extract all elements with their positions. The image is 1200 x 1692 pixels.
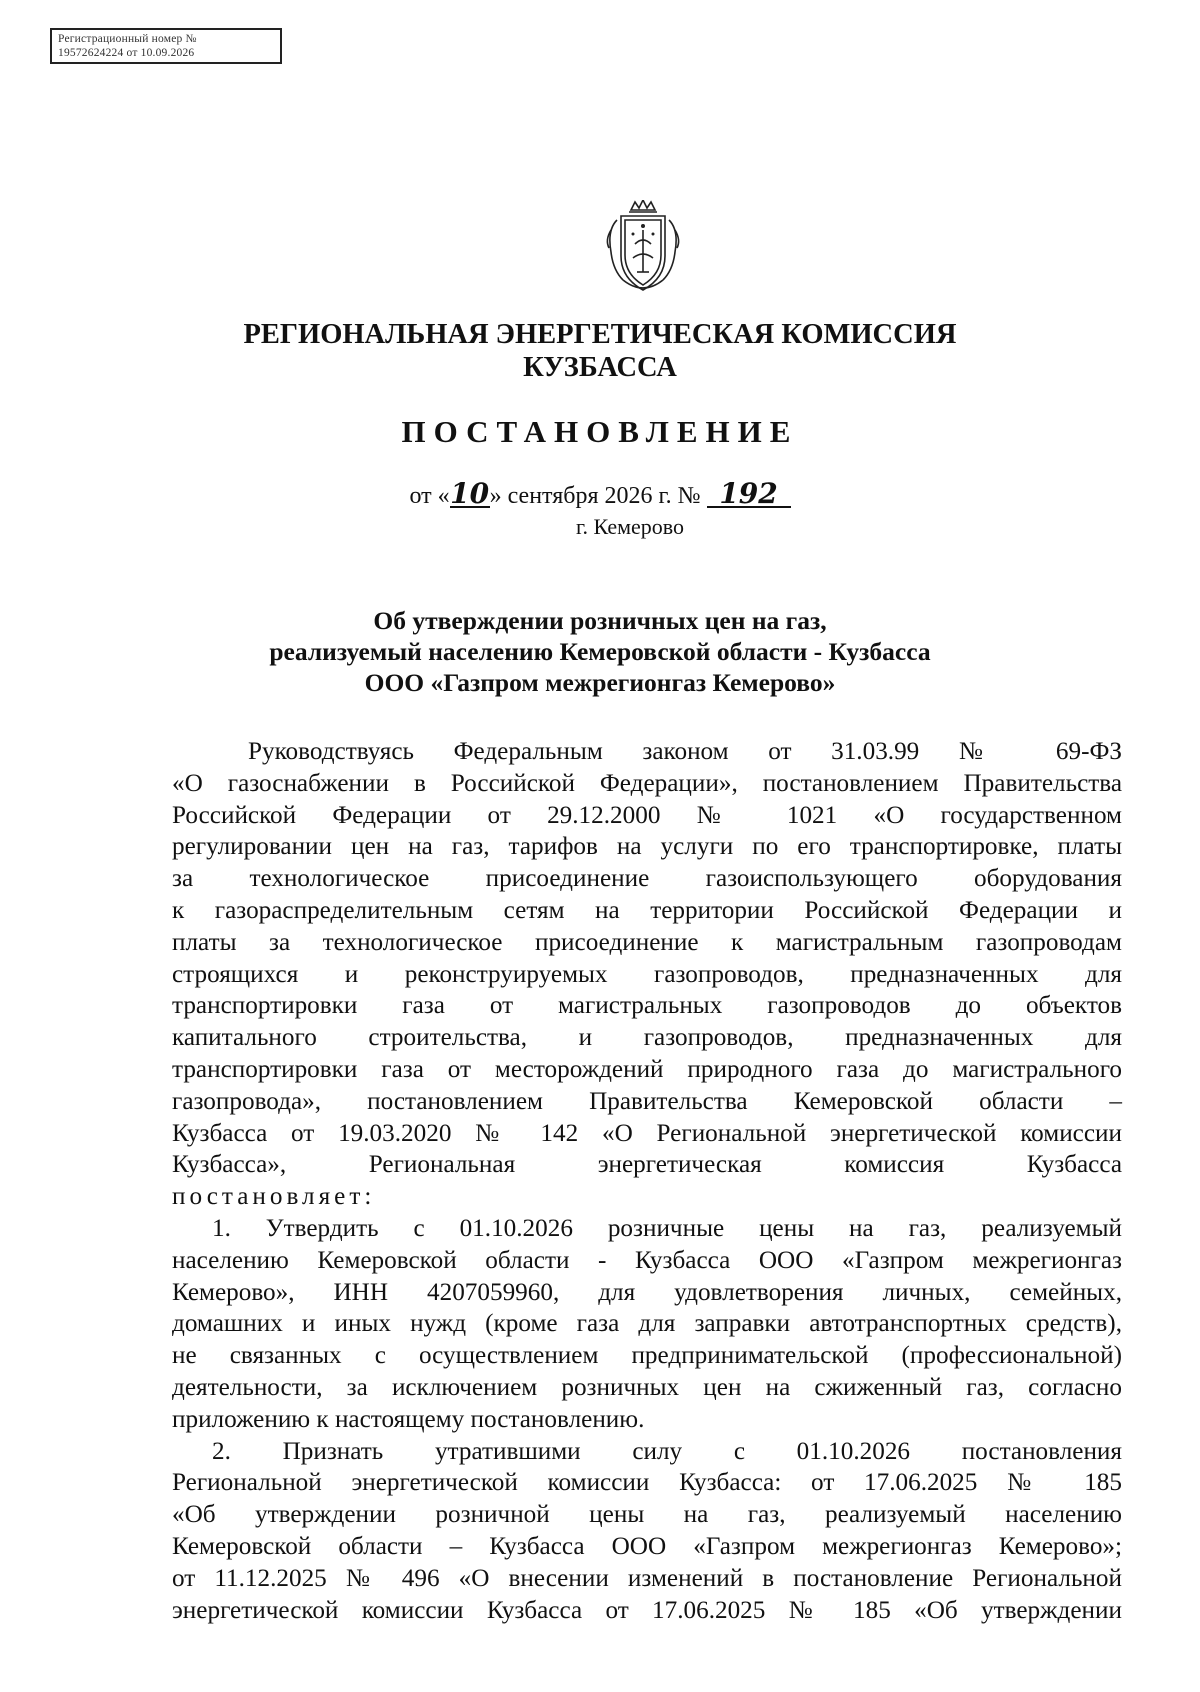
body-line: Кемерово», ИНН 4207059960, для удовлетворения личных, семейных, (172, 1278, 1122, 1306)
registration-number: 19572624224 от 10.09.2026 (58, 47, 195, 59)
body-line: капитального строительства, и газопроводов, предназначенных для (172, 1024, 1122, 1052)
body-line-resolves: постановляет: (172, 1183, 376, 1211)
body-line: транспортировки газа от магистральных газопроводов до объектов (172, 992, 1122, 1020)
body-line: энергетической комиссии Кузбасса от 17.06.2025 № 185 «Об утверждении (172, 1596, 1122, 1624)
date-prefix: от « (409, 483, 450, 509)
body-line: Российской Федерации от 29.12.2000 № 1021 «О государственном (172, 801, 1122, 829)
document-body (172, 736, 1122, 1626)
body-line: приложению к настоящему постановлению. (172, 1405, 645, 1433)
kuzbass-coat-of-arms-icon (603, 200, 683, 296)
body-line: к газораспределительным сетям на территории Российской Федерации и (172, 896, 1122, 924)
body-line: Руководствуясь Федеральным законом от 31.03.99 № 69-ФЗ (248, 738, 1122, 765)
body-line: Кузбасса от 19.03.2020 № 142 «О Региональной энергетической комиссии (172, 1119, 1122, 1147)
document-subject (0, 605, 1200, 698)
body-line: «О газоснабжении в Российской Федерации», постановлением Правительства (172, 769, 1122, 797)
subject-line1: Об утверждении розничных цен на газ, (373, 606, 827, 635)
body-line: Региональной энергетической комиссии Кузбасса: от 17.06.2025 № 185 (172, 1469, 1122, 1497)
body-line: от 11.12.2025 № 496 «О внесении изменений в постановление Региональной (172, 1564, 1122, 1592)
organization-title-line2: КУЗБАССА (523, 352, 677, 383)
body-line: Кемеровской области – Кузбасса ООО «Газпром межрегионгаз Кемерово»; (172, 1532, 1122, 1560)
registration-stamp (50, 28, 282, 64)
body-line: «Об утверждении розничной цены на газ, реализуемый населению (172, 1501, 1122, 1529)
organization-title-line1: РЕГИОНАЛЬНАЯ ЭНЕРГЕТИЧЕСКАЯ КОМИССИЯ (243, 319, 957, 350)
body-line: домашних и иных нужд (кроме газа для заправки автотранспортных средств), (172, 1310, 1122, 1338)
city-line: г. Кемерово (575, 514, 685, 539)
handwritten-document-number: 192 (707, 482, 791, 508)
handwritten-day: 10 (450, 477, 490, 510)
body-line: за технологическое присоединение газоиспользующего оборудования (172, 865, 1122, 893)
body-line: газопровода», постановлением Правительства Кемеровской области – (172, 1087, 1122, 1115)
document-type-heading: ПОСТАНОВЛЕНИЕ (401, 414, 799, 449)
date-middle: » сентября 2026 г. № (489, 483, 701, 509)
body-line: не связанных с осуществлением предпринимательской (профессиональной) (172, 1342, 1122, 1370)
document-date-line (0, 477, 1200, 510)
body-line: транспортировки газа от месторождений природного газа до магистрального (172, 1055, 1122, 1083)
body-line: строящихся и реконструируемых газопроводов, предназначенных для (172, 960, 1122, 988)
body-line: регулировании цен на газ, тарифов на услуги по его транспортировке, платы (172, 833, 1122, 861)
body-line: населению Кемеровской области - Кузбасса ООО «Газпром межрегионгаз (172, 1246, 1122, 1274)
organization-title (0, 318, 1200, 384)
body-line: 1. Утвердить с 01.10.2026 розничные цены на газ, реализуемый (212, 1214, 1122, 1242)
subject-line3: ООО «Газпром межрегионгаз Кемерово» (364, 668, 836, 697)
registration-label: Регистрационный номер № (58, 33, 197, 45)
body-line: 2. Признать утратившими силу с 01.10.2026 постановления (212, 1437, 1122, 1465)
body-line: деятельности, за исключением розничных цен на сжиженный газ, согласно (172, 1373, 1122, 1401)
body-line: Кузбасса», Региональная энергетическая комиссия Кузбасса (172, 1151, 1122, 1179)
subject-line2: реализуемый населению Кемеровской области - Кузбасса (269, 637, 931, 666)
body-line: платы за технологическое присоединение к магистральным газопроводам (172, 928, 1122, 956)
